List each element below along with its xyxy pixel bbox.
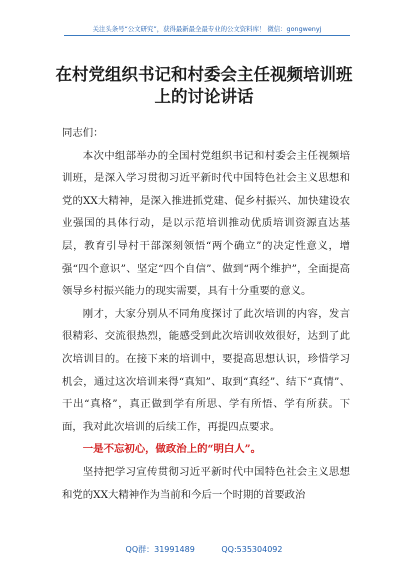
paragraph: 刚才，大家分别从不同角度探讨了此次培训的内容，发言很精彩、交流很热烈，能感受到此次培训收效很好，达到了此次培训目的。在接下来的培训中，要提高思想认识，珍惜学习机会，通过这次培训来得“真知”、取到“真经”、结下“真情”、干出“真格”，真正做到学有所思、学有所悟、学有所获。下面，我对此次培训的后续工作，再提四点要求。 bbox=[62, 307, 350, 433]
section-heading: 一是不忘初心，做政治上的“明白人”。 bbox=[82, 443, 261, 456]
paragraph: 本次中组部举办的全国村党组织书记和村委会主任视频培训班，是深入学习贯彻习近平新时代中国特色社会主义思想和党的XX大精神，是深入推进抓党建、促乡村振兴、加快建设农业强国的具体行动，是以示范培训推动优质培训资源直达基层，教育引导村干部深刻领悟“两个确立”的决定性意义，增强“四个意识”、坚定“四个自信”、做到“两个维护”，全面提高领导乡村振兴能力的现实需要，具有十分重要的意义。 bbox=[62, 149, 350, 298]
salutation: 同志们： bbox=[62, 127, 104, 139]
header-banner: 关注头条号“公文研究”，获得最新最全最专业的公文资料库！ 微信：gongwenyj bbox=[64, 24, 350, 36]
footer-qq: QQ:535304092 bbox=[221, 545, 283, 554]
title-line-1: 在村党组织书记和村委会主任视频培训班 bbox=[55, 65, 353, 84]
footer-qq-group: QQ群：31991489 bbox=[125, 545, 195, 554]
footer bbox=[0, 544, 408, 555]
document-title bbox=[40, 64, 368, 108]
title-line-2: 上的讨论讲话 bbox=[154, 87, 254, 106]
paragraph: 坚持把学习宣传贯彻习近平新时代中国特色社会主义思想和党的XX大精神作为当前和今后一个时期的首要政治 bbox=[62, 465, 350, 501]
document-body bbox=[62, 122, 350, 506]
